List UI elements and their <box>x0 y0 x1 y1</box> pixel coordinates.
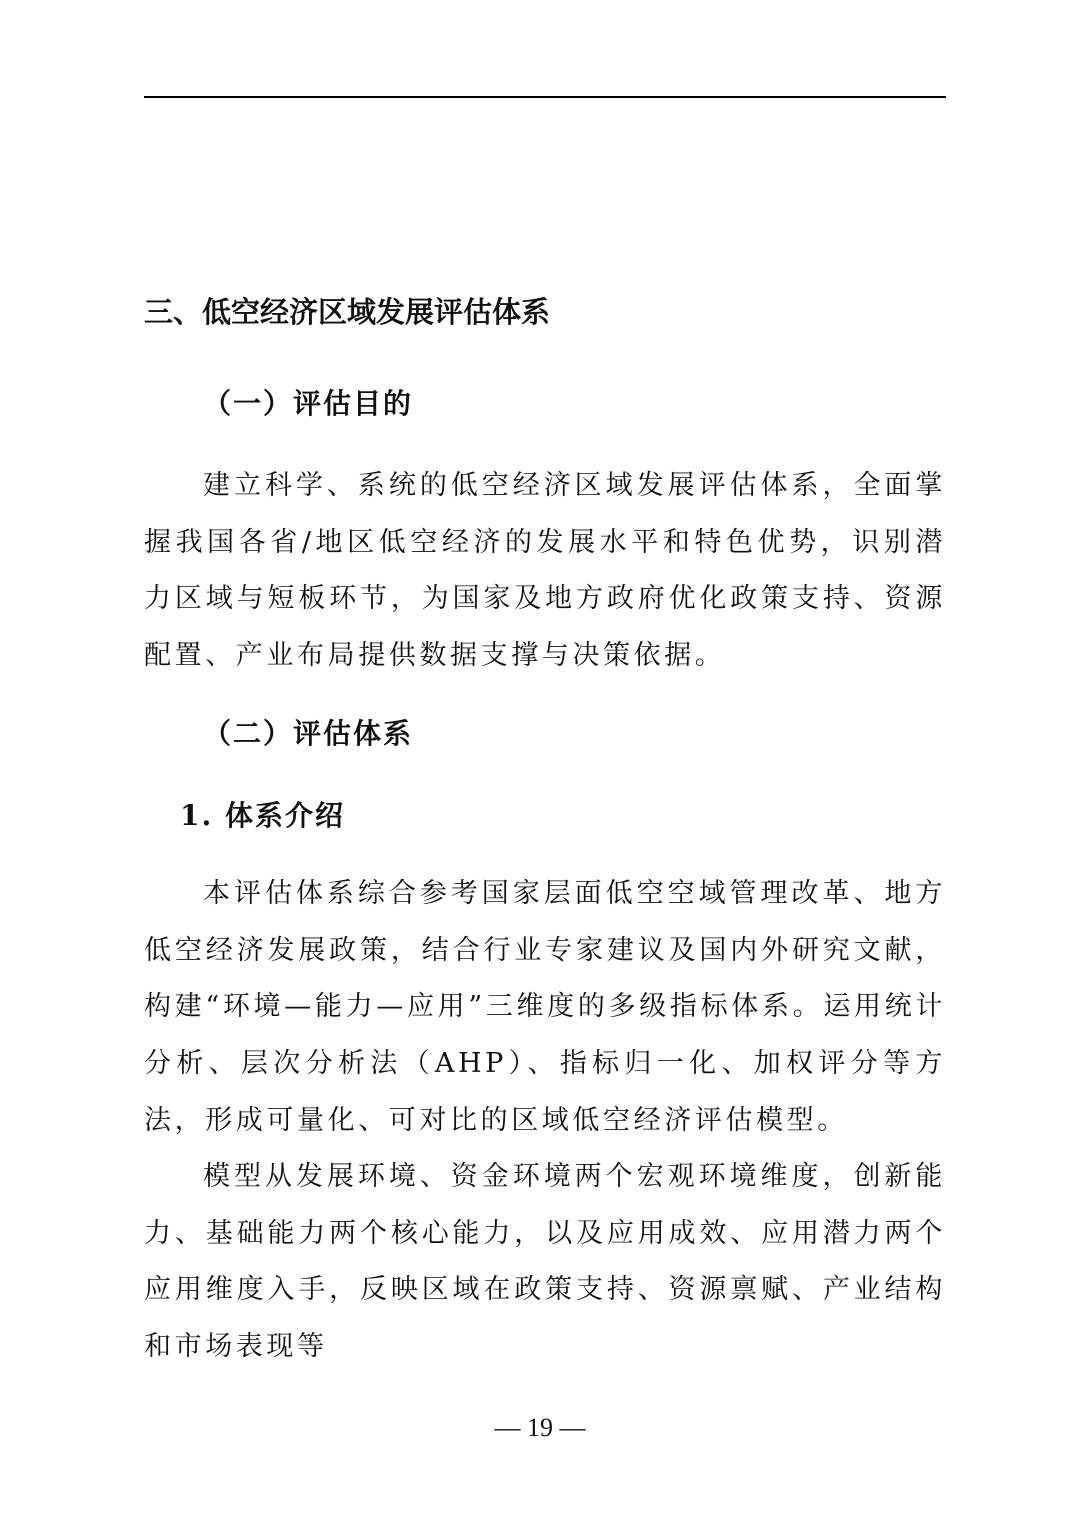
header-rule <box>144 96 946 98</box>
subsection-heading-system: （二）评估体系 <box>203 717 414 750</box>
section-heading: 三、低空经济区域发展评估体系 <box>144 295 551 329</box>
introduction-paragraph-1: 本评估体系综合参考国家层面低空空域管理改革、地方低空经济发展政策，结合行业专家建议及国内外研究文献，构建“环境—能力—应用”三维度的多级指标体系。运用统计分析、层次分析法（AHP）、指标归一化、加权评分等方法，形成可量化、可对比的区域低空经济评估模型。 <box>144 878 946 1136</box>
purpose-paragraph: 建立科学、系统的低空经济区域发展评估体系，全面掌握我国各省/地区低空经济的发展水平和特色优势，识别潜力区域与短板环节，为国家及地方政府优化政策支持、资源配置、产业布局提供数据支撑与决策依据。 <box>144 470 946 672</box>
item-heading-introduction: 1. 体系介绍 <box>180 799 345 832</box>
subsection-heading-purpose: （一）评估目的 <box>203 387 414 420</box>
page-number: — 19 — <box>494 1413 586 1442</box>
introduction-paragraph-2: 模型从发展环境、资金环境两个宏观环境维度，创新能力、基础能力两个核心能力，以及应用成效、应用潜力两个应用维度入手，反映区域在政策支持、资源禀赋、产业结构和市场表现等 <box>144 1161 946 1363</box>
